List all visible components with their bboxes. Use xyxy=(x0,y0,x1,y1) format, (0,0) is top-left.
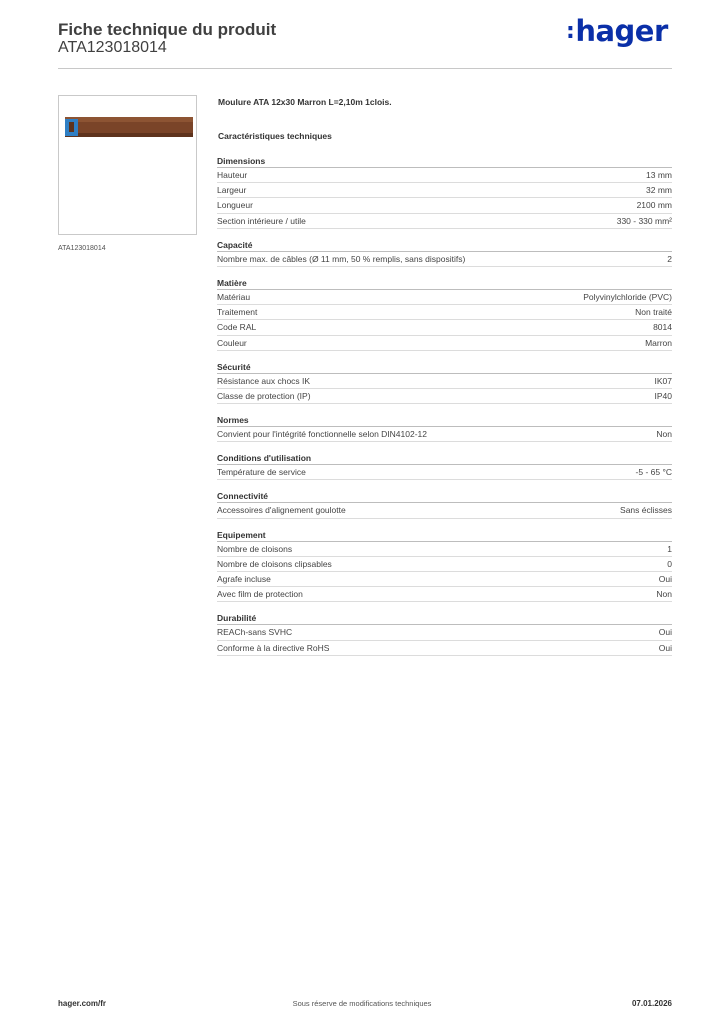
spec-label: Hauteur xyxy=(217,170,248,180)
section-spacer xyxy=(217,602,672,613)
spec-label: Agrafe incluse xyxy=(217,574,271,584)
spec-value: 8014 xyxy=(653,322,672,333)
page-title: Fiche technique du produit xyxy=(58,20,277,39)
header-divider xyxy=(58,68,672,69)
spec-label: Température de service xyxy=(217,467,306,478)
spec-row xyxy=(217,542,672,557)
section-spacer xyxy=(217,267,672,278)
spec-value: -5 - 65 °C xyxy=(635,467,672,478)
spec-section xyxy=(217,491,672,518)
section-title: Normes xyxy=(217,415,672,427)
section-title: Sécurité xyxy=(217,362,672,374)
product-name: Moulure ATA 12x30 Marron L=2,10m 1clois. xyxy=(218,97,392,107)
spec-row xyxy=(217,183,672,198)
product-image xyxy=(58,95,197,235)
spec-row xyxy=(217,427,672,442)
spec-label: Nombre de cloisons xyxy=(217,543,293,554)
spec-label: Couleur xyxy=(217,337,247,348)
spec-section xyxy=(217,156,672,229)
spec-row xyxy=(217,389,672,404)
section-title: Durabilité xyxy=(217,613,672,625)
section-spacer xyxy=(217,480,672,491)
spec-row xyxy=(217,587,672,602)
section-spacer xyxy=(217,519,672,530)
section-spacer xyxy=(217,442,672,453)
section-title: Matière xyxy=(217,278,672,290)
section-title: Connectivité xyxy=(217,491,672,503)
spec-value: Oui xyxy=(658,574,672,584)
spec-section xyxy=(217,415,672,442)
section-title: Conditions d'utilisation xyxy=(217,453,672,465)
spec-row xyxy=(217,641,672,656)
spec-label: Nombre max. de câbles (Ø 11 mm, 50 % remplis, sans dispositifs) xyxy=(217,253,466,264)
spec-label: Avec film de protection xyxy=(217,589,303,600)
spec-value: 1 xyxy=(667,543,672,554)
spec-label: Traitement xyxy=(217,307,258,318)
spec-label: Longueur xyxy=(217,200,253,211)
spec-value: IP40 xyxy=(654,390,672,401)
section-spacer xyxy=(217,229,672,240)
spec-label: Largeur xyxy=(217,185,247,196)
spec-row xyxy=(217,336,672,351)
trunking-illustration xyxy=(59,96,196,234)
specs-heading: Caractéristiques techniques xyxy=(218,131,332,141)
spec-label: Matériau xyxy=(217,291,251,302)
spec-value: 0 xyxy=(667,558,672,569)
specifications-table xyxy=(217,156,672,656)
spec-row xyxy=(217,320,672,335)
spec-row xyxy=(217,465,672,480)
spec-label: Convient pour l'intégrité fonctionnelle selon DIN4102-12 xyxy=(217,429,428,440)
spec-value: 32 mm xyxy=(646,185,672,196)
spec-value: Oui xyxy=(658,642,672,653)
spec-value: Marron xyxy=(645,337,672,348)
footer-website: hager.com/fr xyxy=(58,999,107,1008)
section-spacer xyxy=(217,404,672,415)
spec-value: Non traité xyxy=(635,307,672,318)
spec-section xyxy=(217,278,672,351)
product-image-caption: ATA123018014 xyxy=(58,245,106,252)
hager-logo: :hager xyxy=(566,14,668,48)
spec-value: 13 mm xyxy=(646,170,672,180)
product-reference: ATA123018014 xyxy=(58,39,167,56)
spec-row xyxy=(217,290,672,305)
footer-note: Sous réserve de modifications techniques xyxy=(292,999,432,1008)
section-title: Equipement xyxy=(217,530,672,542)
spec-label: Classe de protection (IP) xyxy=(217,390,311,401)
spec-value: IK07 xyxy=(654,375,672,386)
spec-value: Oui xyxy=(658,627,672,638)
spec-row xyxy=(217,198,672,213)
section-spacer xyxy=(217,351,672,362)
spec-row xyxy=(217,503,672,518)
spec-label: Résistance aux chocs IK xyxy=(217,375,311,386)
spec-value: 330 - 330 mm² xyxy=(616,215,672,226)
spec-row xyxy=(217,625,672,640)
spec-value: Non xyxy=(656,589,672,600)
spec-value: Non xyxy=(656,429,672,440)
spec-label: REACh-sans SVHC xyxy=(217,627,293,638)
spec-label: Code RAL xyxy=(217,322,257,333)
spec-section xyxy=(217,362,672,404)
spec-value: Polyvinylchloride (PVC) xyxy=(583,291,672,302)
spec-value: Sans éclisses xyxy=(620,505,672,516)
spec-value: 2100 mm xyxy=(636,200,672,211)
spec-section xyxy=(217,240,672,267)
spec-row xyxy=(217,252,672,267)
logo-text: hager xyxy=(575,14,668,48)
spec-section xyxy=(217,530,672,603)
footer-date: 07.01.2026 xyxy=(631,999,672,1008)
spec-label: Accessoires d'alignement goulotte xyxy=(217,505,346,516)
spec-row xyxy=(217,214,672,229)
spec-row xyxy=(217,374,672,389)
spec-section xyxy=(217,613,672,655)
spec-row xyxy=(217,305,672,320)
spec-label: Conforme à la directive RoHS xyxy=(217,642,330,653)
spec-section xyxy=(217,453,672,480)
spec-row xyxy=(217,572,672,587)
spec-label: Section intérieure / utile xyxy=(217,215,306,226)
spec-row xyxy=(217,168,672,183)
spec-row xyxy=(217,557,672,572)
spec-value: 2 xyxy=(667,253,672,264)
section-title: Dimensions xyxy=(217,156,672,168)
section-title: Capacité xyxy=(217,240,672,252)
spec-label: Nombre de cloisons clipsables xyxy=(217,558,332,569)
